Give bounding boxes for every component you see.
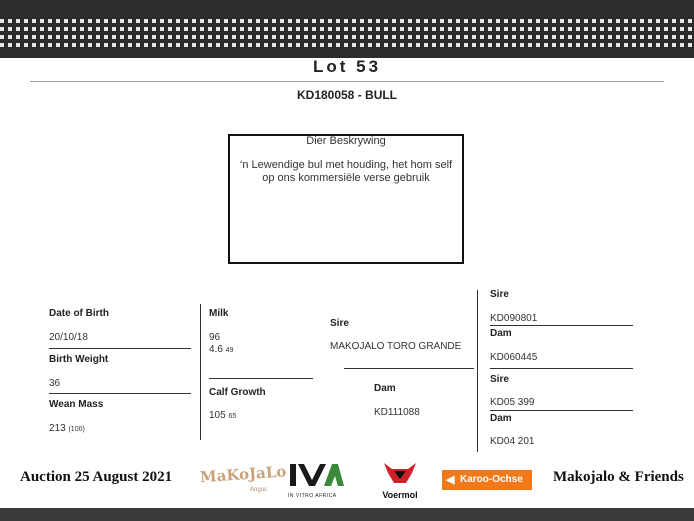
sire-dam-value: KD060445 (490, 352, 538, 363)
checker-pattern (0, 19, 694, 51)
divider (490, 368, 633, 369)
milk-value: 96 (209, 332, 221, 343)
birth-weight-value: 36 (49, 378, 61, 389)
makojalo-logo: MaKoJaLo Angus (199, 462, 287, 493)
milk-epd-index: 49 (225, 347, 234, 354)
calf-growth-number: 105 (209, 410, 226, 421)
animal-id: KD180058 - BULL (296, 88, 398, 102)
column-divider (200, 304, 201, 440)
sire-value: MAKOJALO TORO GRANDE (330, 341, 462, 352)
dam-sire-label: Sire (490, 374, 509, 385)
wean-mass-label: Wean Mass (49, 399, 104, 410)
pedigree-divider (477, 290, 478, 452)
wean-mass-value (49, 423, 85, 434)
seller-name: Makojalo & Friends (553, 469, 684, 485)
description-text: ‘n Lewendige bul met houding, het hom self op ons kommersiële verse gebruik (239, 159, 453, 184)
iva-logo: IN VITRO AFRICA (288, 462, 344, 496)
divider (209, 378, 313, 379)
description-title: Dier Beskrywing (306, 135, 386, 147)
wean-mass-number: 213 (49, 423, 66, 434)
calf-growth-label: Calf Growth (209, 387, 266, 398)
iva-mark-icon (288, 462, 344, 488)
birth-weight-label: Birth Weight (49, 354, 109, 365)
wean-mass-index: (100) (68, 426, 85, 433)
dam-sire-value: KD05 399 (490, 397, 535, 408)
dob-label: Date of Birth (49, 308, 109, 319)
dam-label: Dam (374, 383, 396, 394)
calf-growth-value (209, 410, 236, 421)
sire-sire-value: KD090801 (490, 313, 538, 324)
karoo-ochse-logo: ◀ Karoo-Ochse (442, 470, 532, 490)
footer-band (0, 508, 694, 521)
sire-label: Sire (330, 318, 349, 329)
dam-value: KD111088 (374, 407, 420, 418)
lot-divider (30, 81, 664, 82)
voermol-logo: Voermol (378, 461, 422, 497)
divider (344, 368, 474, 369)
karoo-mark-icon: ◀ (446, 474, 455, 486)
divider (490, 325, 633, 326)
milk-epd-number: 4.6 (209, 344, 223, 355)
sire-dam-label: Dam (490, 328, 512, 339)
bull-head-icon (378, 461, 422, 487)
dam-dam-label: Dam (490, 413, 512, 424)
divider (49, 393, 191, 394)
dam-dam-value: KD04 201 (490, 436, 535, 447)
milk-epd (209, 344, 233, 355)
calf-growth-index: 65 (228, 413, 237, 420)
divider (490, 410, 633, 411)
milk-label: Milk (209, 308, 229, 319)
dob-value: 20/10/18 (49, 332, 88, 343)
description-box (228, 134, 464, 264)
lot-number: Lot 53 (312, 57, 382, 76)
sire-sire-label: Sire (490, 289, 509, 300)
divider (49, 348, 191, 349)
auction-date: Auction 25 August 2021 (20, 469, 173, 485)
